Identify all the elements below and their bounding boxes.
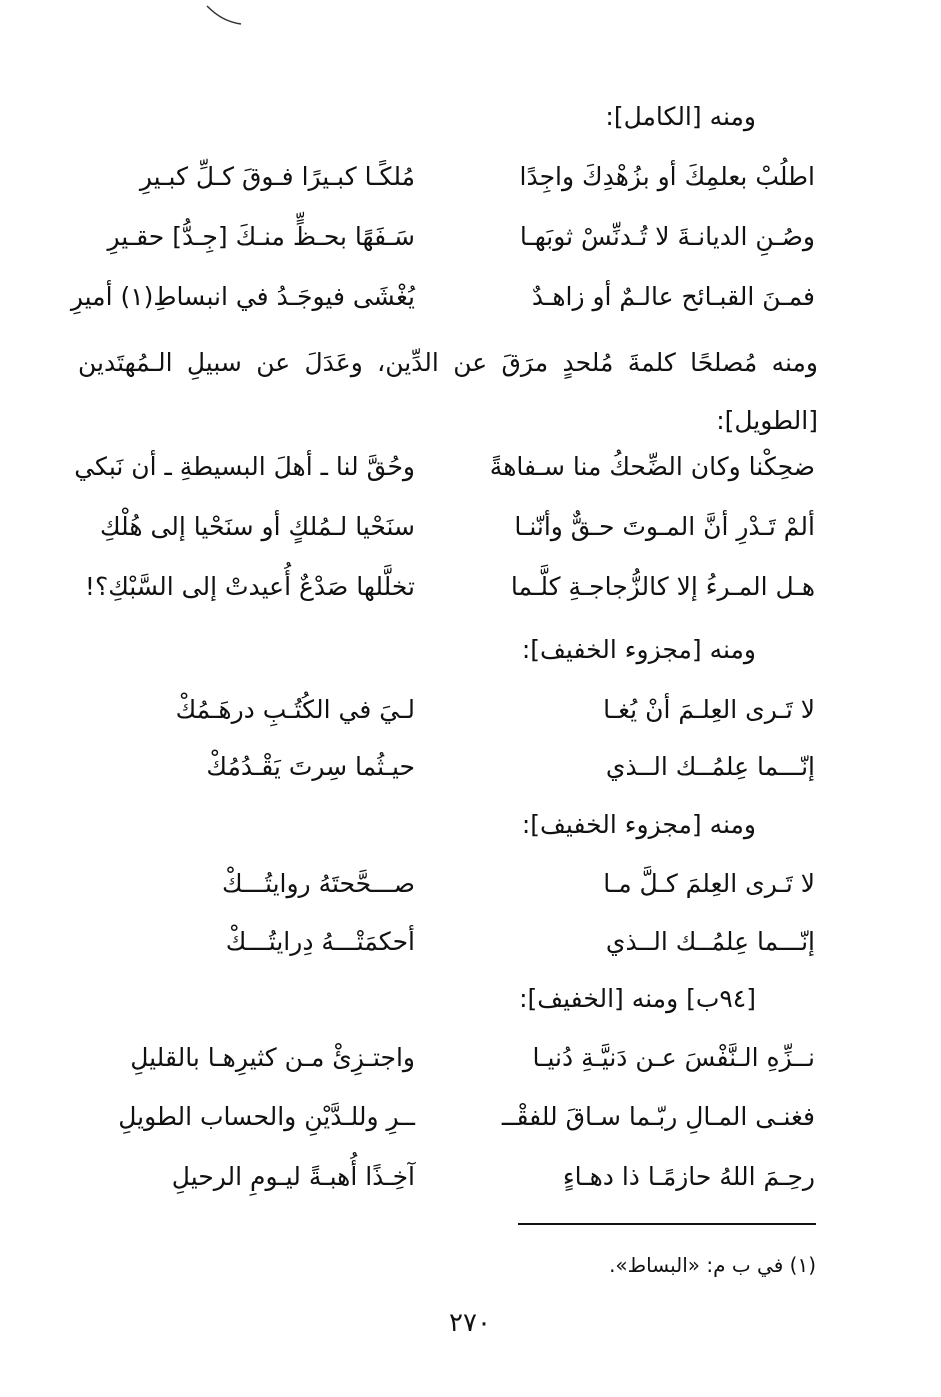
verse-second-hemistich: صـــحَّحتَهُ روايتُـــكْ xyxy=(221,869,415,898)
verse-first-hemistich: نــزِّهِ الـنَّفْسَ عـن دَنيَّـةِ دُنيـا xyxy=(532,1043,815,1072)
verse-second-hemistich: مُلكًـا كبـيرًا فـوقَ كـلِّ كبـيرِ xyxy=(139,162,415,191)
verse-second-hemistich: لـيَ في الكُتُـبِ درهَـمُكْ xyxy=(175,695,415,724)
prose-paragraph: ومنه مُصلحًا كلمةَ مُلحدٍ مرَقَ عن الدِّين، وعَدَلَ عن سبيلِ الـمُهتَدين [الطويل]: xyxy=(78,348,818,435)
verse-line xyxy=(80,1036,815,1080)
page-number: ٢٧٠ xyxy=(449,1308,491,1338)
verse-first-hemistich: هـل المـرءُ إلا كالزُّجاجـةِ كلَّـما xyxy=(510,572,815,601)
verse-first-hemistich: فغنـى المـالِ ربّـما سـاقَ للفقْــ xyxy=(501,1102,815,1131)
verse-second-hemistich: واجتـزِئْ مـن كثيرِهـا بالقليلِ xyxy=(130,1043,415,1072)
verse-first-hemistich: اطلُبْ بعلمِكَ أو بزُهْدِكَ واجِدًا xyxy=(519,162,815,191)
verse-line xyxy=(80,565,815,609)
verse-second-hemistich: وحُقَّ لنا ـ أهلَ البسيطةِ ـ أن نَبكي xyxy=(74,452,415,481)
verse-second-hemistich: يُغْشَى فيوجَـدُ في انبساطِ(١) أميرِ xyxy=(70,282,415,311)
verse-first-hemistich: ضحِكْنا وكان الضِّحكُ منا سـفاهةً xyxy=(489,452,815,481)
verse-first-hemistich: فمـنَ القبـائح عالـمٌ أو زاهـدٌ xyxy=(531,282,815,311)
verse-second-hemistich: أحكمَتْـــهُ دِرايتُـــكْ xyxy=(225,927,415,956)
verse-first-hemistich: لا تَـرى العِلمَ كـلَّ مـا xyxy=(603,869,815,898)
verse-first-hemistich: رحِـمَ اللهُ حازمًـا ذا دهـاءٍ xyxy=(562,1162,815,1191)
footnote: (١) في ب م: «البساط». xyxy=(609,1253,816,1277)
page-corner-mark xyxy=(205,0,245,28)
verse-second-hemistich: آخِـذًا أُهبـةً ليـومِ الرحيلِ xyxy=(171,1162,415,1191)
verse-first-hemistich: إنّـــما عِلمُــك الــذي xyxy=(605,927,815,956)
verse-first-hemistich: إنّـــما عِلمُــك الــذي xyxy=(605,752,815,781)
verse-line xyxy=(74,445,815,489)
verse-second-hemistich: تخلَّلها صَدْعٌ أُعيدتْ إلى السَّبْكِ؟! xyxy=(84,572,415,601)
section-heading-kamil: ومنه [الكامل]: xyxy=(605,102,756,131)
verse-second-hemistich: سنَحْيا لـمُلكٍ أو سنَحْيا إلى هُلْكِ xyxy=(99,512,415,541)
verse-first-hemistich: وصُـنِ الديانـةَ لا تُـدنِّسْ ثوبَهـا xyxy=(519,222,815,251)
verse-line xyxy=(80,1155,815,1199)
verse-line xyxy=(80,155,815,199)
verse-line xyxy=(70,275,815,319)
verse-first-hemistich: ألمْ تَـدْرِ أنَّ المـوتَ حـقٌّ وأنّنـا xyxy=(514,512,815,541)
verse-second-hemistich: حيـثُما سِرتَ يَقْـدُمُكْ xyxy=(206,752,415,781)
verse-line xyxy=(80,920,815,964)
verse-line xyxy=(80,862,815,906)
section-heading-majzu-khafif: ومنه [مجزوء الخفيف]: xyxy=(521,810,756,839)
footnote-separator xyxy=(518,1223,816,1225)
verse-line xyxy=(80,215,815,259)
verse-second-hemistich: ــرِ وللـدَّيْنِ والحساب الطويلِ xyxy=(118,1102,415,1131)
verse-line xyxy=(80,745,815,789)
verse-line xyxy=(80,688,815,732)
section-heading-majzu-khafif: ومنه [مجزوء الخفيف]: xyxy=(521,635,756,664)
verse-line xyxy=(80,1095,815,1139)
verse-second-hemistich: سَـفَهًا بحـظٍّ منـكَ [جِـدُّ] حقـيرِ xyxy=(107,222,415,251)
verse-line xyxy=(80,505,815,549)
section-heading-khafif: [٩٤ب] ومنه [الخفيف]: xyxy=(519,984,756,1013)
verse-first-hemistich: لا تَـرى العِلـمَ أنْ يُغـا xyxy=(603,695,815,724)
